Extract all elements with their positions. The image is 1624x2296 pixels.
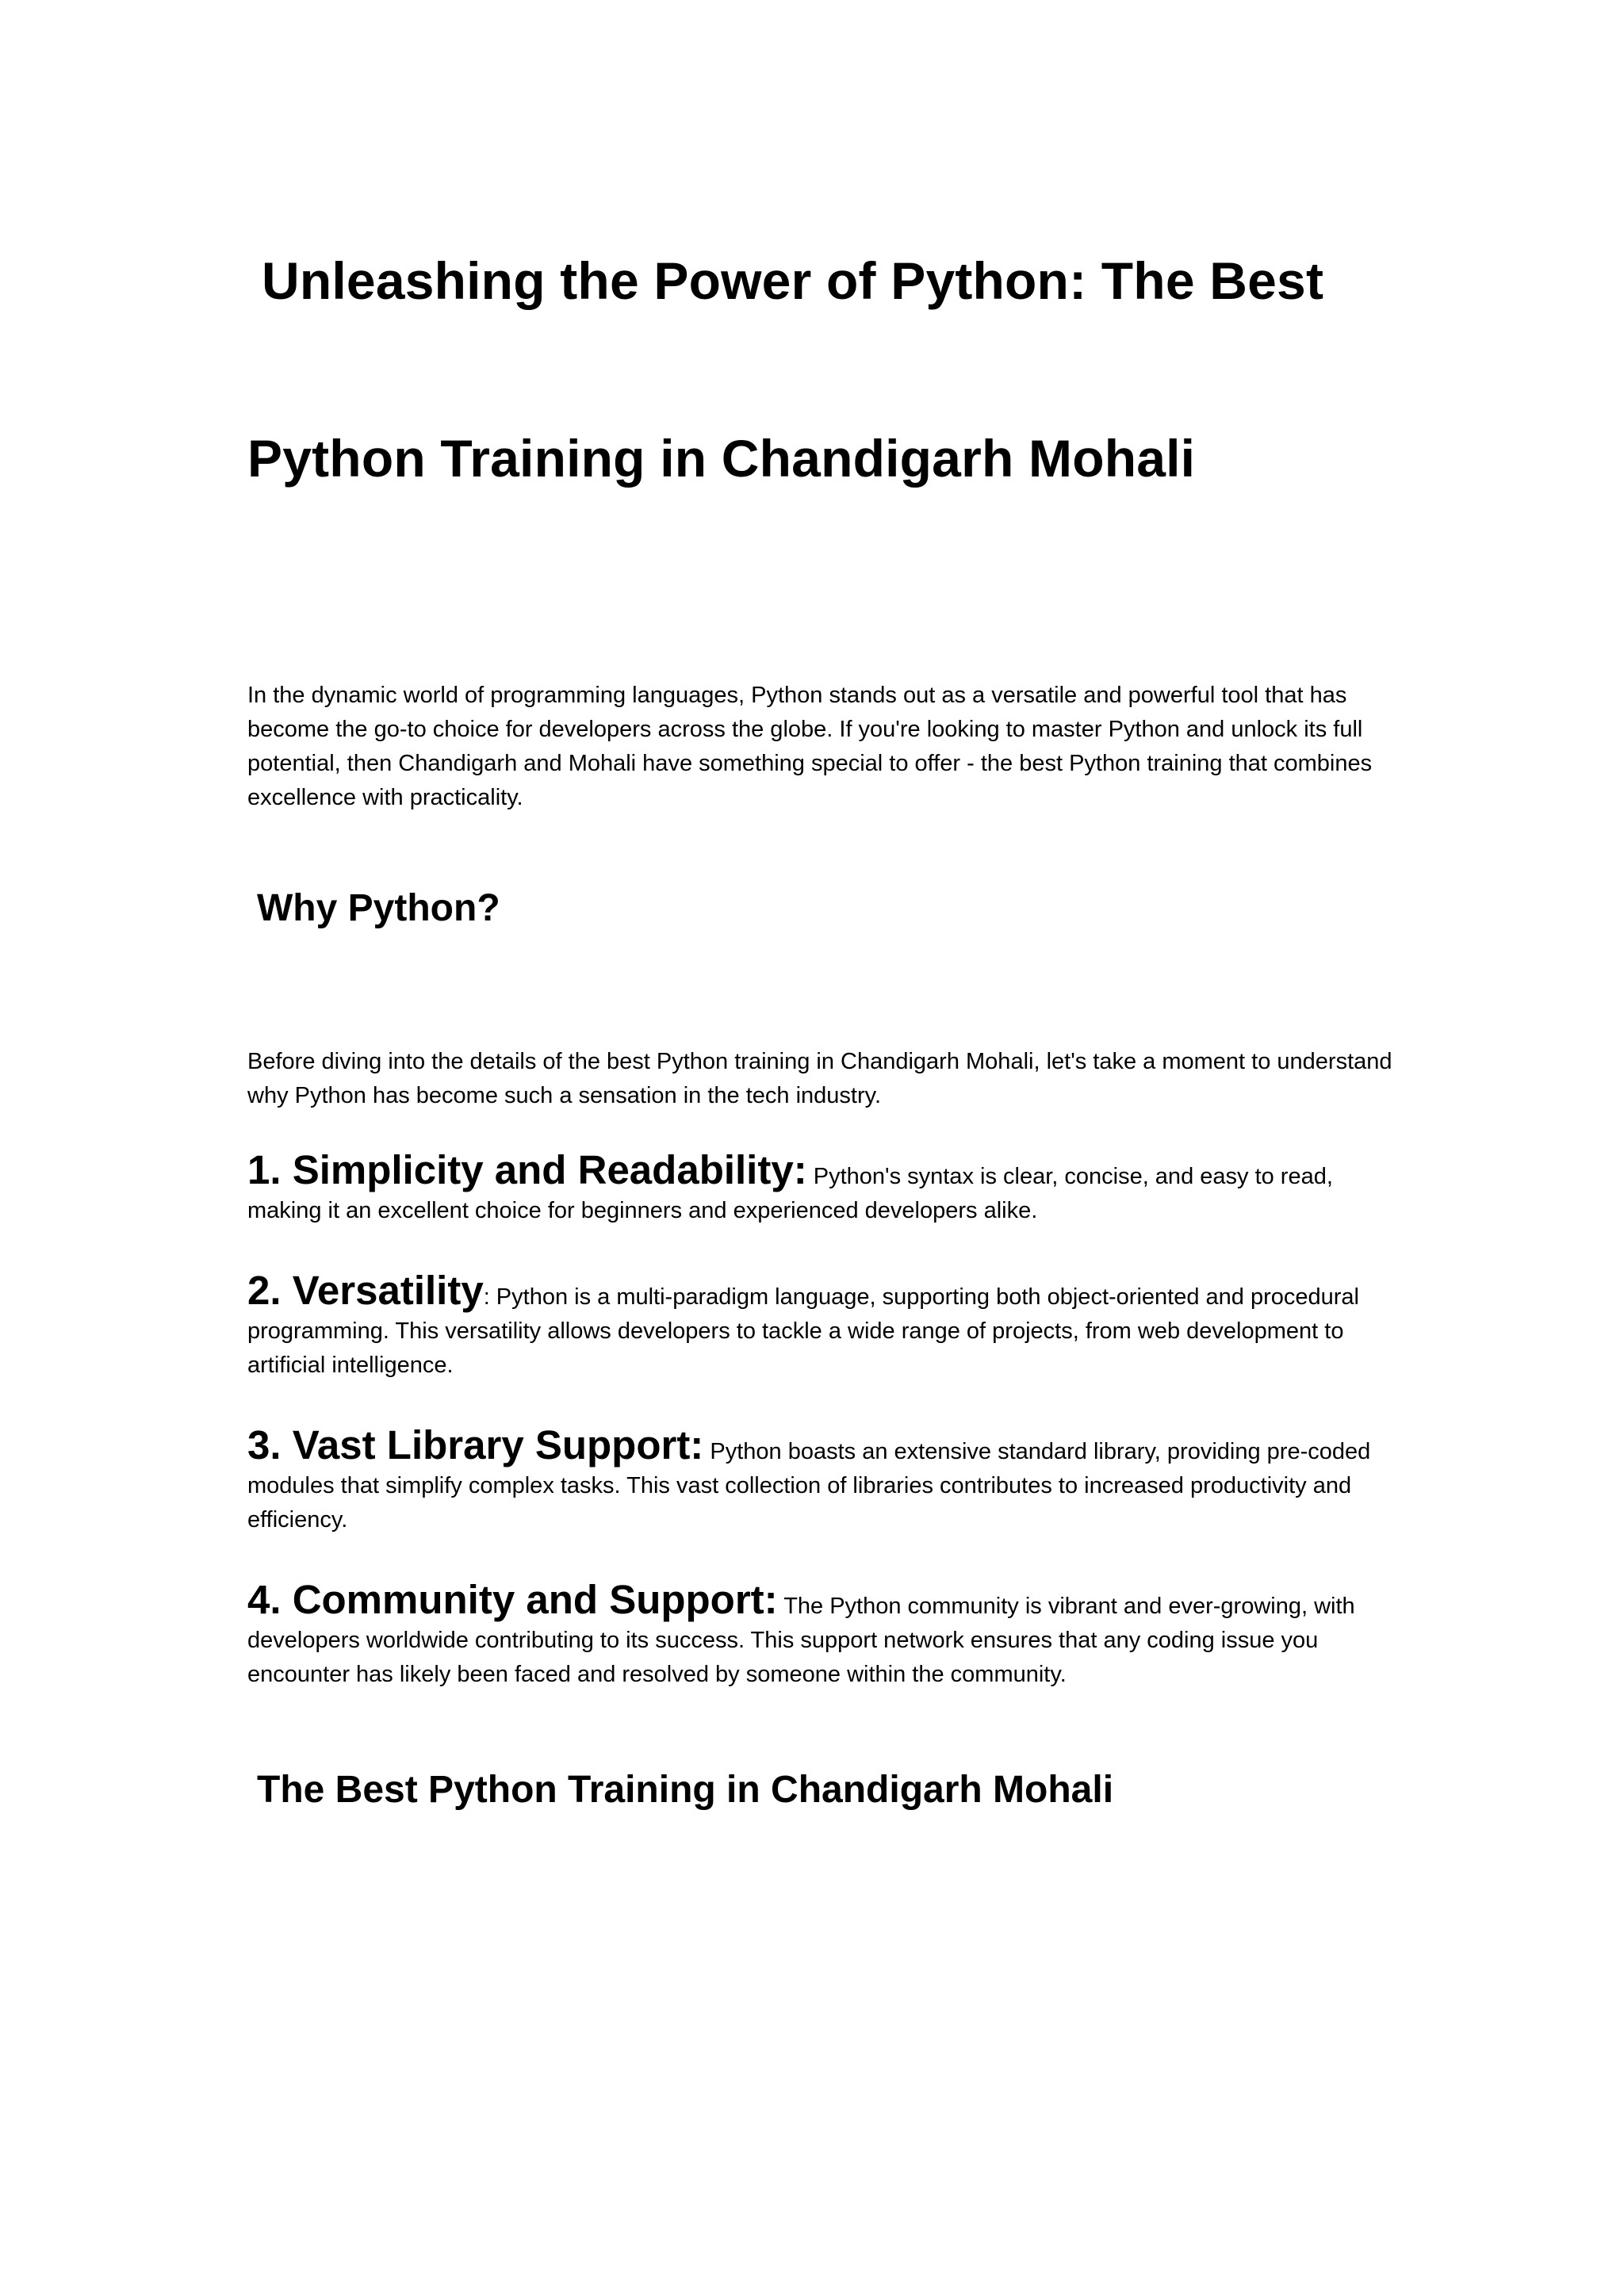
- point-library-support: [247, 1423, 1397, 1537]
- point-heading: 3. Vast Library Support:: [247, 1422, 704, 1468]
- point-heading: 4. Community and Support:: [247, 1577, 778, 1622]
- point-versatility: [247, 1269, 1397, 1383]
- best-training-heading: The Best Python Training in Chandigarh Mohali: [257, 1769, 1114, 1811]
- why-python-paragraph: Before diving into the details of the best Python training in Chandigarh Mohali, let's take a moment to understand why Python has become such a sensation in the tech industry.: [247, 1049, 1392, 1108]
- point-text: : Python is a multi-paradigm language, supporting both object-oriented and procedural programming. This versatility allows developers to tackle a wide range of projects, from web development to artificial intelligence.: [247, 1284, 1359, 1378]
- page-title-line-2: Python Training in Chandigarh Mohali: [247, 429, 1196, 488]
- intro-paragraph: In the dynamic world of programming languages, Python stands out as a versatile and powerful tool that has become the go-to choice for developers across the globe. If you're looking to master Python and unlock its full potential, then Chandigarh and Mohali have something special to offer - the best Python training that combines excellence with practicality.: [247, 683, 1373, 810]
- point-community-support: [247, 1578, 1397, 1692]
- point-text: The Python community is vibrant and ever-growing, with developers worldwide contributing to its success. This support network ensures that any coding issue you encounter has likely been faced and resolved by someone within the community.: [247, 1594, 1355, 1687]
- point-heading: 1. Simplicity and Readability:: [247, 1147, 807, 1192]
- point-text: Python's syntax is clear, concise, and easy to read, making it an excellent choice for beginners and experienced developers alike.: [247, 1164, 1333, 1223]
- point-text: Python boasts an extensive standard library, providing pre-coded modules that simplify complex tasks. This vast collection of libraries contributes to increased productivity and efficiency.: [247, 1439, 1371, 1533]
- point-heading: 2. Versatility: [247, 1268, 484, 1313]
- page-title-line-1: Unleashing the Power of Python: The Best: [262, 251, 1324, 310]
- why-python-heading: Why Python?: [257, 887, 500, 929]
- point-simplicity: [247, 1148, 1397, 1228]
